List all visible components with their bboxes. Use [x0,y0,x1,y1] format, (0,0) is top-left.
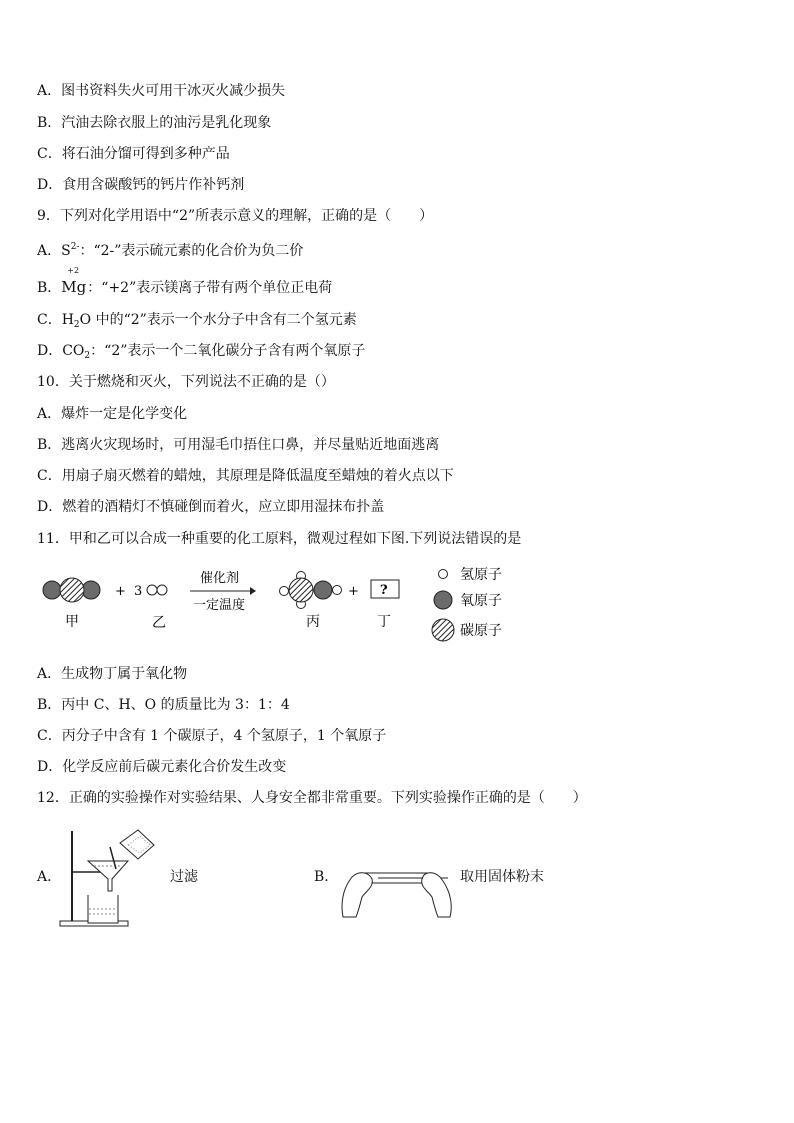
legend-oxygen-icon [434,591,452,609]
molecule-bing [280,572,342,609]
molecule-yi [147,585,167,595]
plus-sign-2: + [348,584,359,599]
q9-a-prefix: A．S [37,243,71,259]
q9-b-prefix: B． [37,280,62,296]
label-ding: 丁 [377,614,391,630]
label-bing: 丙 [306,614,320,630]
q9-option-b [37,266,333,297]
catalyst-label: 催化剂 [200,571,240,586]
q8-option-c: C．将石油分馏可得到多种产品 [37,146,230,162]
q9-d-subscript: 2 [84,351,91,361]
mg-valence-formula [61,266,87,296]
q10-option-b: B．逃离火灾现场时，可用湿毛巾捂住口鼻，并尽量贴近地面逃离 [37,437,440,453]
q11-option-d: D．化学反应前后碳元素化合价发生改变 [37,759,287,775]
q11-option-b: B．丙中 C、H、O 的质量比为 3：1：4 [37,697,290,713]
mg-valence: +2 [67,266,80,275]
q9-option-a [37,238,303,260]
filtration-apparatus-illustration [58,825,160,930]
q9-stem: 9．下列对化学用语中“2”所表示意义的理解，正确的是（ ） [37,208,434,224]
legend-carbon-icon [432,619,454,641]
q9-d-text: ：“2”表示一个二氧化碳分子含有两个氧原子 [90,343,366,359]
q10-option-c: C．用扇子扇灭燃着的蜡烛，其原理是降低温度至蜡烛的着火点以下 [37,468,454,484]
q8-option-b: B．汽油去除衣服上的油污是乳化现象 [37,115,272,131]
q9-option-d [37,342,365,365]
q12-option-a-caption: 过滤 [170,869,198,885]
reaction-diagram [30,560,550,650]
q11-option-c: C．丙分子中含有 1 个碳原子，4 个氢原子，1 个氧原子 [37,728,387,744]
q12-stem: 12．正确的实验操作对实验结果、人身安全都非常重要。下列实验操作正确的是（ ） [37,790,587,806]
q12-option-b-label: B． [314,869,339,885]
molecule-jia [43,578,100,602]
legend [432,567,502,641]
q12-option-b-caption: 取用固体粉末 [460,869,544,885]
q8-option-d: D．食用含碳酸钙的钙片作补钙剂 [37,177,245,193]
q11-stem: 11．甲和乙可以合成一种重要的化工原料，微观过程如下图.下列说法错误的是 [37,531,522,547]
q12-option-a-label: A． [37,869,62,885]
plus-sign-1: + [115,584,126,599]
q9-c-text: O 中的“2”表示一个水分子中含有二个氢元素 [79,312,357,328]
q10-option-a: A．爆炸一定是化学变化 [37,406,188,422]
q9-b-text: ：“+2”表示镁离子带有两个单位正电荷 [87,280,333,296]
q10-stem: 10．关于燃烧和灭火，下列说法不正确的是（） [37,374,335,390]
q9-option-c [37,311,357,334]
q11-option-a: A．生成物丁属于氧化物 [37,666,188,682]
legend-hydrogen-icon [439,570,448,579]
q9-d-prefix: D．CO [37,343,85,359]
label-jia: 甲 [65,614,79,630]
legend-oxygen-label: 氧原子 [460,593,502,609]
powder-sampling-illustration [338,857,456,919]
q9-c-prefix: C．H [37,312,74,328]
q8-option-a: A．图书资料失火可用干冰灭火减少损失 [37,83,286,99]
mg-symbol: Mg [61,278,87,296]
condition-label: 一定温度 [193,598,246,613]
q9-c-subscript: 2 [73,320,80,330]
coefficient-3: 3 [134,584,143,599]
q10-option-d: D．燃着的酒精灯不慎碰倒而着火，应立即用湿抹布扑盖 [37,499,385,515]
unknown-mark: ? [380,583,388,598]
legend-hydrogen-label: 氢原子 [460,567,502,583]
legend-carbon-label: 碳原子 [460,623,502,639]
reaction-arrowhead [250,587,256,595]
label-yi: 乙 [152,615,166,631]
q9-a-superscript: 2- [70,242,80,252]
q9-a-text: ：“2-”表示硫元素的化合价为负二价 [79,243,304,259]
